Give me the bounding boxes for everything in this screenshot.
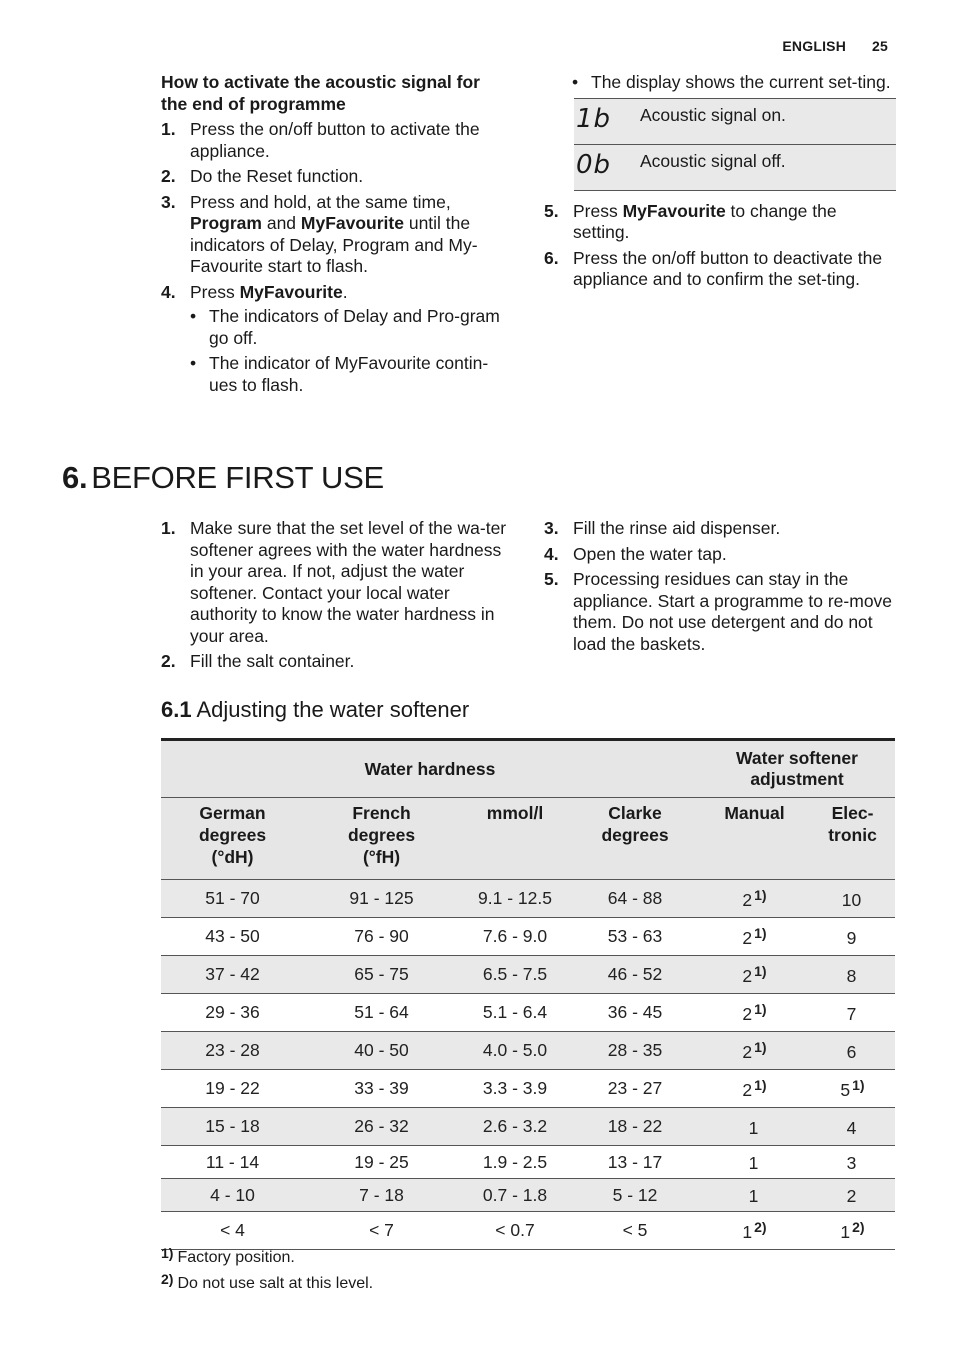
table-cell-german: 19 - 22 bbox=[161, 1070, 304, 1108]
table-cell-german: 51 - 70 bbox=[161, 880, 304, 918]
step-number: 2. bbox=[161, 166, 176, 186]
footnote bbox=[161, 1269, 373, 1294]
table-cell-french: 76 - 90 bbox=[304, 918, 459, 956]
display-code: 1b bbox=[574, 98, 639, 144]
table-cell-electronic bbox=[810, 956, 895, 994]
step-number: 5. bbox=[544, 200, 559, 221]
manual-value: 2 bbox=[742, 927, 753, 948]
table-cell-mmol: 3.3 - 3.9 bbox=[459, 1070, 571, 1108]
manual-value: 1 bbox=[748, 1117, 759, 1138]
table-cell-manual bbox=[699, 1212, 810, 1250]
table-cell-mmol: 0.7 - 1.8 bbox=[459, 1179, 571, 1212]
step4-bullets bbox=[190, 306, 511, 396]
footnote-ref: 2) bbox=[852, 1218, 865, 1235]
table-cell-mmol: 6.5 - 7.5 bbox=[459, 956, 571, 994]
table-cell-mmol: 1.9 - 2.5 bbox=[459, 1146, 571, 1179]
bullet-text: The indicators of Delay and Pro-gram go off. bbox=[209, 306, 500, 348]
step-number: 5. bbox=[544, 569, 559, 589]
table-cell-clarke: 46 - 52 bbox=[571, 956, 699, 994]
electronic-value: 3 bbox=[846, 1153, 857, 1173]
manual-value: 1 bbox=[748, 1153, 759, 1173]
step-item bbox=[161, 651, 511, 673]
electronic-value: 2 bbox=[846, 1186, 857, 1206]
electronic-value: 9 bbox=[846, 927, 857, 948]
step-number: 3. bbox=[161, 191, 176, 212]
table-cell-clarke: 23 - 27 bbox=[571, 1070, 699, 1108]
manual-value: 1 bbox=[748, 1186, 759, 1206]
step-text-part: and bbox=[261, 213, 301, 233]
table-row bbox=[161, 1032, 895, 1070]
table-row bbox=[161, 1108, 895, 1146]
table-cell-french: < 7 bbox=[304, 1212, 459, 1250]
step-text: Press the on/off button to deactivate the appliance and to confirm the set-ting. bbox=[573, 247, 883, 289]
step-text-part: to change the setting. bbox=[573, 200, 837, 242]
step-item bbox=[544, 518, 896, 540]
step-text-bold: MyFavourite bbox=[239, 281, 343, 302]
subsection-number: 6.1 bbox=[161, 697, 192, 722]
table-cell-german: 23 - 28 bbox=[161, 1032, 304, 1070]
table-cell-german: 15 - 18 bbox=[161, 1108, 304, 1146]
page-number: 25 bbox=[872, 38, 888, 54]
column-header: French degrees (°fH) bbox=[304, 798, 459, 880]
electronic-value: 4 bbox=[846, 1117, 857, 1138]
step-item bbox=[544, 544, 896, 566]
bullet-text: The indicator of MyFavourite contin-ues to flash. bbox=[209, 353, 489, 395]
column-header: German degrees (°dH) bbox=[161, 798, 304, 880]
step-text-bold: MyFavourite bbox=[300, 213, 404, 233]
section-title: BEFORE FIRST USE bbox=[91, 460, 384, 495]
step-text-part: . bbox=[342, 281, 348, 302]
step-item bbox=[161, 166, 511, 188]
table-row bbox=[161, 918, 895, 956]
step-item bbox=[544, 569, 896, 655]
signal-table bbox=[574, 98, 896, 191]
page-header bbox=[782, 38, 888, 54]
acoustic-signal-section bbox=[161, 72, 511, 400]
table-cell-manual bbox=[699, 1146, 810, 1179]
table-cell-mmol: 2.6 - 3.2 bbox=[459, 1108, 571, 1146]
footnote-ref: 1) bbox=[754, 924, 767, 941]
table-cell-electronic bbox=[810, 1179, 895, 1212]
table-cell-german: 11 - 14 bbox=[161, 1146, 304, 1179]
electronic-value: 10 bbox=[841, 889, 862, 910]
step-item bbox=[161, 192, 511, 278]
table-cell-manual bbox=[699, 1032, 810, 1070]
before-use-steps-left bbox=[161, 518, 511, 677]
table-cell-manual bbox=[699, 956, 810, 994]
step-text-part: Press bbox=[190, 281, 240, 302]
table-cell-french: 91 - 125 bbox=[304, 880, 459, 918]
before-use-steps-right bbox=[544, 518, 896, 659]
step-item bbox=[161, 119, 511, 162]
table-row bbox=[574, 144, 896, 190]
step-text bbox=[190, 282, 348, 302]
table-cell-manual bbox=[699, 880, 810, 918]
step-text: Do the Reset function. bbox=[190, 166, 364, 186]
table-row bbox=[574, 98, 896, 144]
table-cell-french: 40 - 50 bbox=[304, 1032, 459, 1070]
section-number: 6. bbox=[62, 460, 88, 495]
footnote-ref: 1) bbox=[754, 962, 767, 979]
column-header: Manual bbox=[699, 798, 810, 880]
table-cell-clarke: 18 - 22 bbox=[571, 1108, 699, 1146]
footnote bbox=[161, 1243, 295, 1268]
table-cell-electronic bbox=[810, 1146, 895, 1179]
step-number: 1. bbox=[161, 518, 176, 538]
table-cell-manual bbox=[699, 1070, 810, 1108]
step-text-part: Press bbox=[573, 200, 623, 221]
footnote-text: Do not use salt at this level. bbox=[177, 1275, 374, 1292]
table-cell-clarke: 36 - 45 bbox=[571, 994, 699, 1032]
table-cell-mmol: 9.1 - 12.5 bbox=[459, 880, 571, 918]
manual-value: 1 bbox=[742, 1221, 753, 1242]
footnote-ref: 1) bbox=[754, 886, 767, 903]
table-row bbox=[161, 1070, 895, 1108]
table-cell-german: < 4 bbox=[161, 1212, 304, 1250]
language-label: ENGLISH bbox=[782, 38, 847, 54]
footnote-ref: 1) bbox=[852, 1076, 865, 1093]
table-cell-german: 4 - 10 bbox=[161, 1179, 304, 1212]
bullet-mark: • bbox=[572, 72, 579, 92]
table-cell-mmol: 4.0 - 5.0 bbox=[459, 1032, 571, 1070]
table-cell-electronic bbox=[810, 1212, 895, 1250]
table-cell-manual bbox=[699, 918, 810, 956]
table-row bbox=[161, 994, 895, 1032]
table-group-header-row bbox=[161, 740, 895, 798]
table-cell-clarke: 28 - 35 bbox=[571, 1032, 699, 1070]
water-softener-table bbox=[161, 738, 895, 1250]
table-cell-german: 29 - 36 bbox=[161, 994, 304, 1032]
step-number: 4. bbox=[161, 281, 176, 302]
step-item bbox=[161, 518, 511, 647]
table-cell-electronic bbox=[810, 918, 895, 956]
step-item bbox=[161, 282, 511, 304]
display-label: Acoustic signal off. bbox=[639, 144, 896, 190]
step-text bbox=[190, 192, 478, 277]
table-cell-french: 33 - 39 bbox=[304, 1070, 459, 1108]
table-cell-german: 43 - 50 bbox=[161, 918, 304, 956]
electronic-value: 8 bbox=[846, 965, 857, 986]
table-body bbox=[161, 880, 895, 1250]
footnote-ref: 1) bbox=[754, 1038, 767, 1055]
step-text: Fill the salt container. bbox=[190, 651, 355, 671]
step-text-part: Press and hold, at the same time, bbox=[190, 191, 451, 212]
table-cell-mmol: 5.1 - 6.4 bbox=[459, 994, 571, 1032]
step-number: 6. bbox=[544, 247, 559, 268]
electronic-value: 6 bbox=[846, 1041, 857, 1062]
step-text: Fill the rinse aid dispenser. bbox=[573, 518, 781, 538]
column-header: Elec-tronic bbox=[810, 798, 895, 880]
table-cell-clarke: 53 - 63 bbox=[571, 918, 699, 956]
table-cell-french: 7 - 18 bbox=[304, 1179, 459, 1212]
step-text: Processing residues can stay in the appliance. Start a programme to re-move them. Do not use detergent and do not load the baskets. bbox=[573, 569, 893, 654]
bullet-item bbox=[190, 353, 511, 396]
step-item bbox=[544, 201, 896, 244]
table-cell-french: 19 - 25 bbox=[304, 1146, 459, 1179]
electronic-value: 1 bbox=[840, 1221, 851, 1242]
step-text: Press the on/off button to activate the appliance. bbox=[190, 119, 480, 161]
group-header-hardness: Water hardness bbox=[161, 740, 699, 798]
table-cell-clarke: 13 - 17 bbox=[571, 1146, 699, 1179]
manual-value: 2 bbox=[742, 1003, 753, 1024]
bullet-item bbox=[572, 72, 896, 94]
table-row bbox=[161, 956, 895, 994]
electronic-value: 5 bbox=[840, 1079, 851, 1100]
table-cell-french: 51 - 64 bbox=[304, 994, 459, 1032]
section-heading bbox=[62, 460, 384, 496]
table-cell-clarke: 64 - 88 bbox=[571, 880, 699, 918]
step-text: Make sure that the set level of the wa-ter softener agrees with the water hardness in your area. If not, adjust the water softener. Contact your local water authority to know the water hardness in your area. bbox=[190, 518, 507, 646]
table-header-row bbox=[161, 798, 895, 880]
table-row bbox=[161, 880, 895, 918]
step-text-bold: Program bbox=[190, 213, 262, 233]
electronic-value: 7 bbox=[846, 1003, 857, 1024]
table-cell-electronic bbox=[810, 1070, 895, 1108]
step-number: 3. bbox=[544, 518, 559, 538]
step-number: 4. bbox=[544, 543, 559, 564]
bullet-mark: • bbox=[190, 353, 197, 373]
acoustic-heading: How to activate the acoustic signal for the end of programme bbox=[161, 72, 480, 114]
column-header: Clarke degrees bbox=[571, 798, 699, 880]
group-header-adjustment: Water softener adjustment bbox=[699, 740, 895, 798]
table-cell-french: 65 - 75 bbox=[304, 956, 459, 994]
step-text: Open the water tap. bbox=[573, 543, 727, 564]
footnote-ref: 2) bbox=[754, 1218, 767, 1235]
manual-value: 2 bbox=[742, 965, 753, 986]
table-cell-manual bbox=[699, 994, 810, 1032]
table-cell-electronic bbox=[810, 1108, 895, 1146]
bullet-text: The display shows the current set-ting. bbox=[591, 72, 891, 92]
step-text bbox=[573, 201, 837, 243]
display-label: Acoustic signal on. bbox=[639, 98, 896, 144]
table-cell-electronic bbox=[810, 994, 895, 1032]
table-cell-clarke: < 5 bbox=[571, 1212, 699, 1250]
table-cell-french: 26 - 32 bbox=[304, 1108, 459, 1146]
step-number: 1. bbox=[161, 119, 176, 139]
acoustic-signal-display bbox=[544, 72, 896, 295]
table-cell-electronic bbox=[810, 880, 895, 918]
table-cell-mmol: 7.6 - 9.0 bbox=[459, 918, 571, 956]
bullet-mark: • bbox=[190, 306, 197, 326]
table-row bbox=[161, 1146, 895, 1179]
subsection-heading bbox=[161, 697, 469, 723]
table-cell-clarke: 5 - 12 bbox=[571, 1179, 699, 1212]
step-item bbox=[544, 248, 896, 291]
manual-value: 2 bbox=[742, 889, 753, 910]
footnote-mark: 2) bbox=[161, 1271, 174, 1287]
bullet-item bbox=[190, 306, 511, 349]
footnote-text: Factory position. bbox=[177, 1249, 295, 1266]
footnote-ref: 1) bbox=[754, 1000, 767, 1017]
manual-value: 2 bbox=[742, 1041, 753, 1062]
table-cell-german: 37 - 42 bbox=[161, 956, 304, 994]
display-code: 0b bbox=[574, 144, 639, 190]
table-cell-manual bbox=[699, 1179, 810, 1212]
step-text-bold: MyFavourite bbox=[622, 200, 726, 221]
table-cell-mmol: < 0.7 bbox=[459, 1212, 571, 1250]
step-text-part: until the indicators of Delay, Program and My-Favourite start to flash. bbox=[190, 213, 478, 276]
footnote-ref: 1) bbox=[754, 1076, 767, 1093]
manual-value: 2 bbox=[742, 1079, 753, 1100]
table-row bbox=[161, 1179, 895, 1212]
column-header: mmol/l bbox=[459, 798, 571, 880]
subsection-title: Adjusting the water softener bbox=[196, 697, 470, 722]
table-cell-electronic bbox=[810, 1032, 895, 1070]
step-number: 2. bbox=[161, 651, 176, 671]
footnote-mark: 1) bbox=[161, 1245, 174, 1261]
table-cell-manual bbox=[699, 1108, 810, 1146]
